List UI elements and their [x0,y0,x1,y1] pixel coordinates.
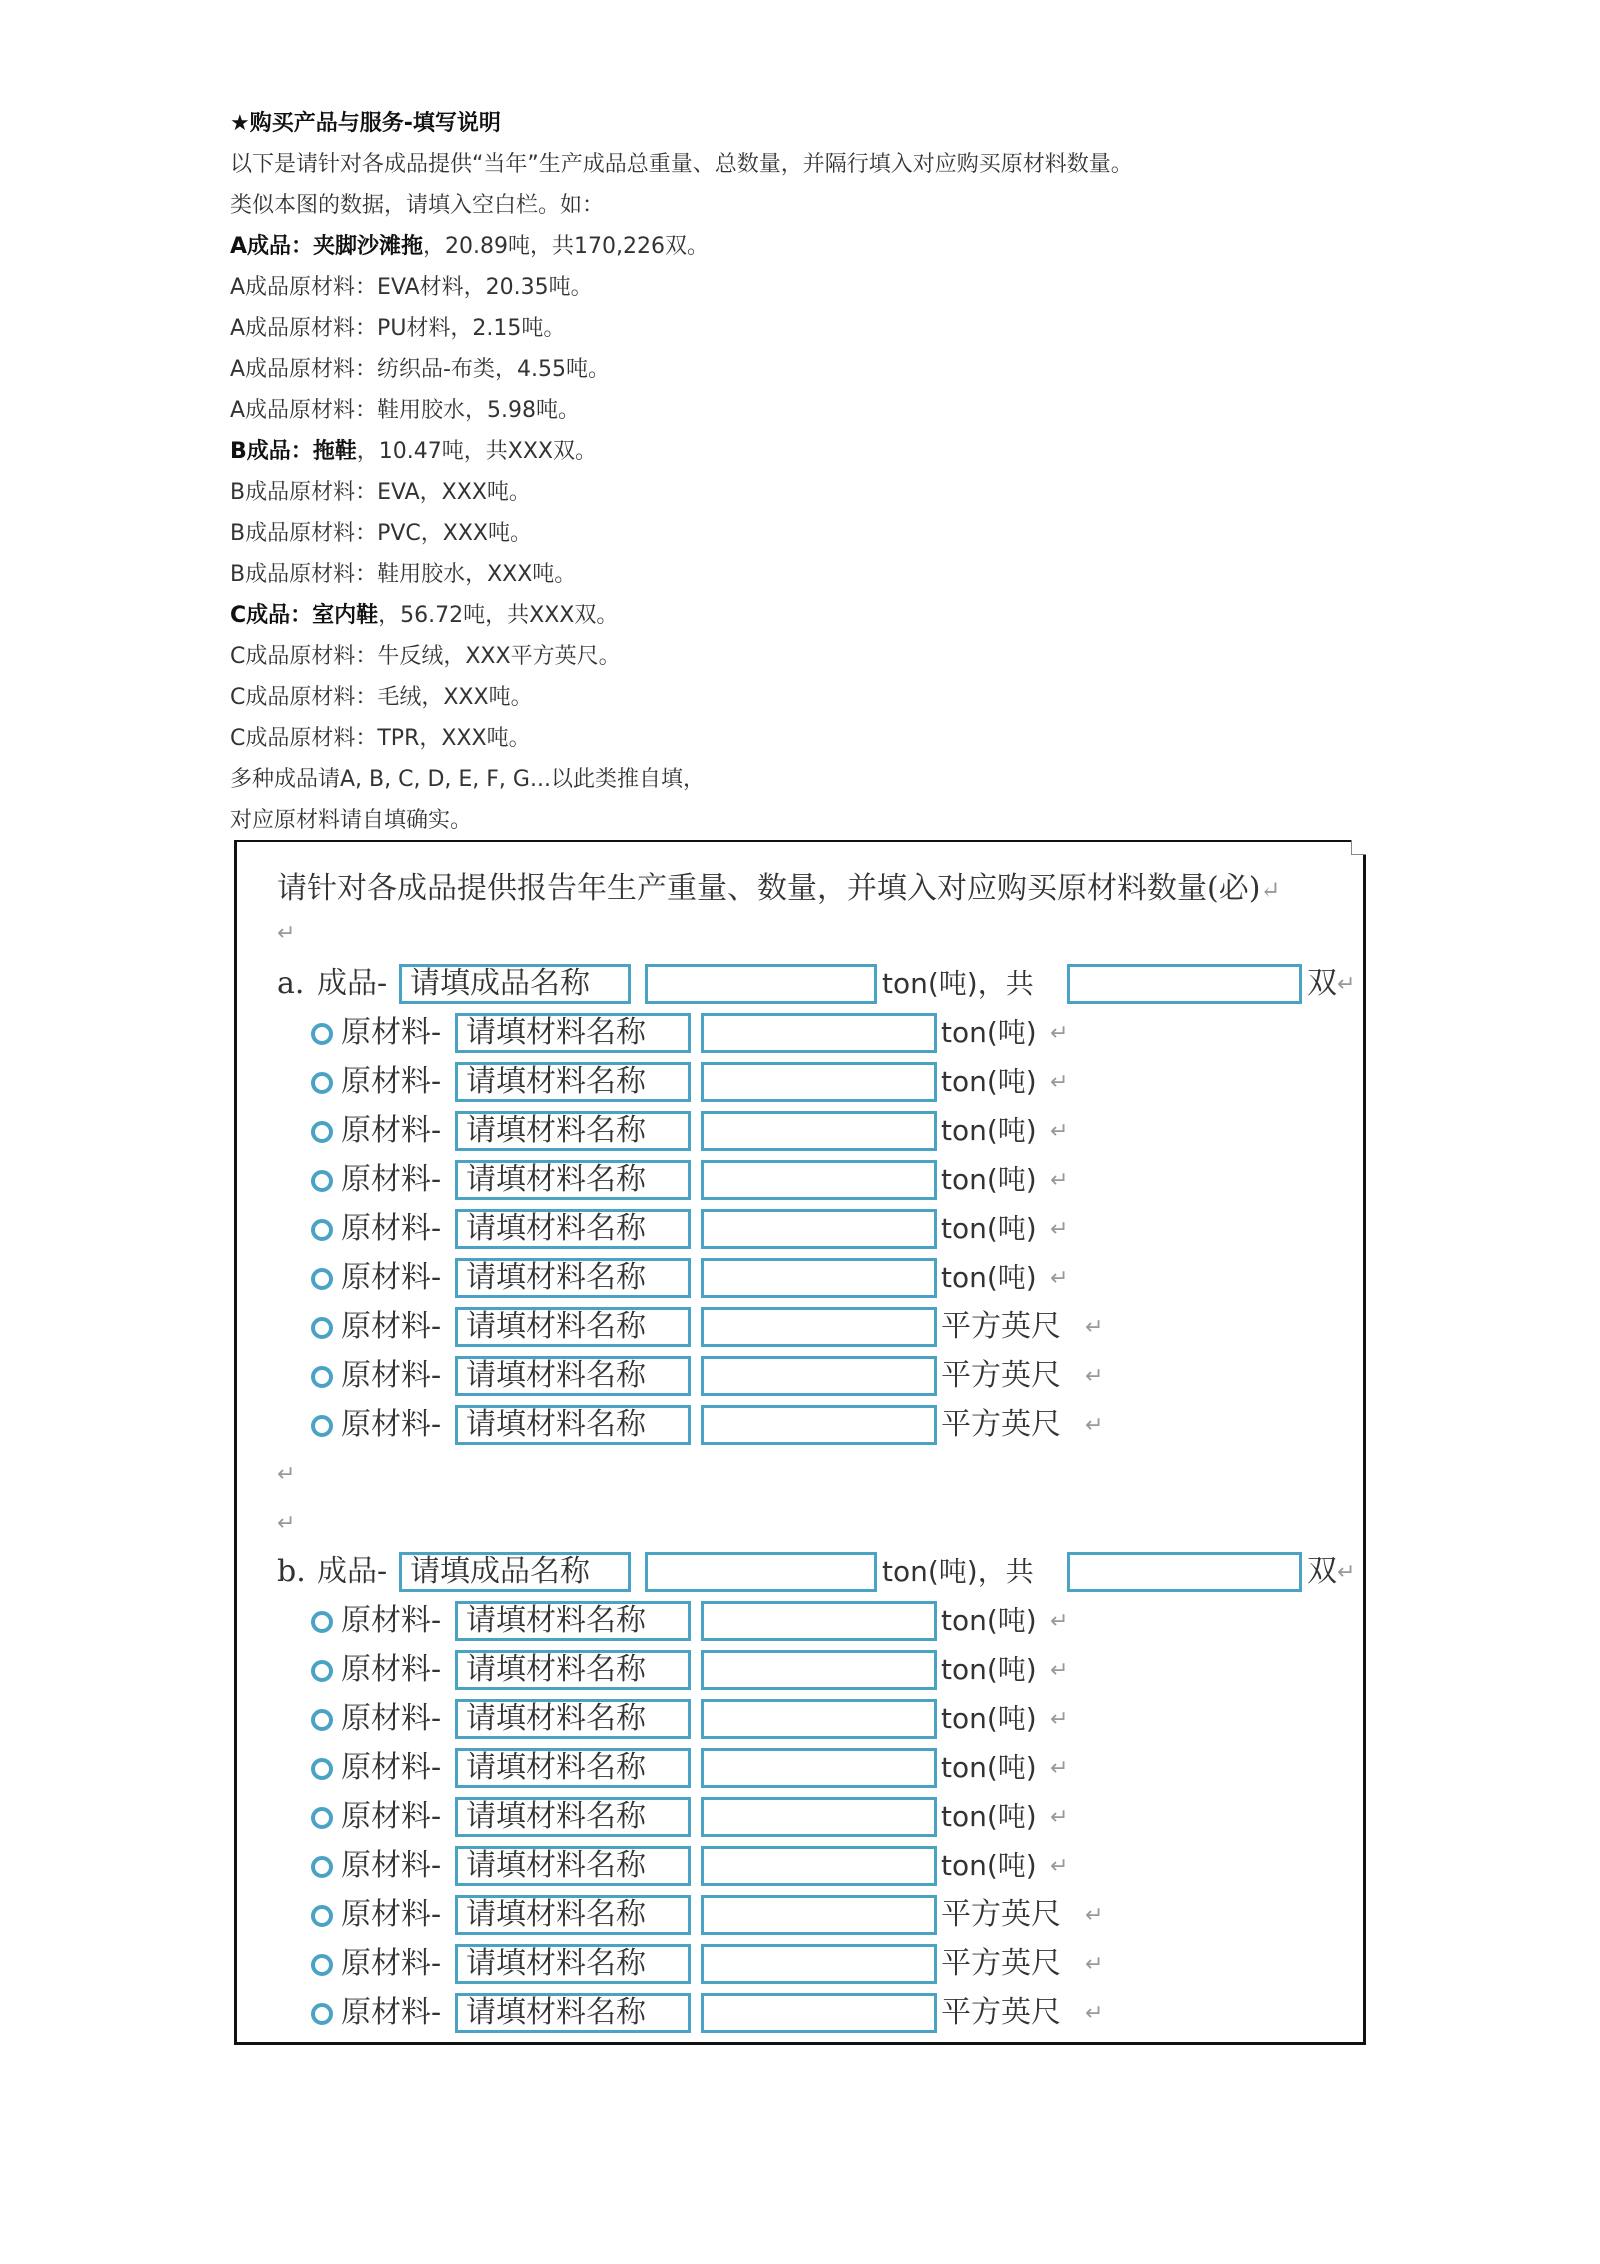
instruction-line [230,800,1380,841]
radio-option[interactable] [311,1268,333,1290]
material-quantity-input[interactable] [701,1993,937,2033]
product-weight-input[interactable] [645,964,877,1004]
material-unit-label: ton(吨) [941,1065,1037,1098]
material-unit-label: ton(吨) [941,1702,1037,1735]
return-mark: ↵ [1050,1707,1069,1732]
return-mark: ↵ [277,921,296,946]
return-mark: ↵ [1050,1658,1069,1683]
return-mark: ↵ [1050,1070,1069,1095]
material-name-input[interactable]: 请填材料名称 [455,1993,691,2033]
material-label: 原材料- [341,1358,442,1393]
product-weight-label: ton(吨)，共 [882,1555,1034,1588]
material-unit-label: 平方英尺 [941,1946,1061,1981]
material-name-input[interactable]: 请填材料名称 [455,1797,691,1837]
instructions [230,103,1380,841]
material-quantity-input[interactable] [701,1895,937,1935]
radio-option[interactable] [311,1856,333,1878]
instruction-text: A成品原材料：EVA材料，20.35吨。 [230,275,593,300]
material-label: 原材料- [341,1701,442,1736]
material-quantity-input[interactable] [701,1258,937,1298]
instructions-lines [230,144,1380,841]
return-mark: ↵ [1050,1805,1069,1830]
product-label: 成品- [317,966,388,1001]
material-name-input[interactable]: 请填材料名称 [455,1944,691,1984]
material-unit-label: ton(吨) [941,1261,1037,1294]
product-label: 成品- [317,1554,388,1589]
material-quantity-input[interactable] [701,1405,937,1445]
material-name-input[interactable]: 请填材料名称 [455,1650,691,1690]
instruction-text: B成品原材料：PVC，XXX吨。 [230,521,532,546]
instruction-text: C成品原材料：牛反绒，XXX平方英尺。 [230,644,621,669]
material-unit-label: ton(吨) [941,1751,1037,1784]
material-name-input[interactable]: 请填材料名称 [455,1013,691,1053]
radio-option[interactable] [311,1415,333,1437]
material-unit-label: ton(吨) [941,1016,1037,1049]
instruction-line [230,636,1380,677]
material-name-input[interactable]: 请填材料名称 [455,1748,691,1788]
radio-option[interactable] [311,1317,333,1339]
material-quantity-input[interactable] [701,1013,937,1053]
material-name-input[interactable]: 请填材料名称 [455,1356,691,1396]
instruction-line [230,513,1380,554]
instruction-text: ，56.72吨，共XXX双。 [378,603,619,628]
return-mark: ↵ [277,1511,296,1536]
material-label: 原材料- [341,1015,442,1050]
product-count-input[interactable] [1067,964,1302,1004]
instruction-line [230,718,1380,759]
material-unit-label: 平方英尺 [941,1995,1061,2030]
instruction-text: C成品原材料：毛绒，XXX吨。 [230,685,533,710]
material-quantity-input[interactable] [701,1209,937,1249]
material-name-input[interactable]: 请填材料名称 [455,1111,691,1151]
radio-option[interactable] [311,1709,333,1731]
instruction-bold: C成品：室内鞋 [230,603,379,628]
material-name-input[interactable]: 请填材料名称 [455,1307,691,1347]
material-label: 原材料- [341,1946,442,1981]
material-label: 原材料- [341,1750,442,1785]
return-mark: ↵ [1085,1952,1104,1977]
material-quantity-input[interactable] [701,1160,937,1200]
material-name-input[interactable]: 请填材料名称 [455,1062,691,1102]
instruction-line [230,185,1380,226]
material-label: 原材料- [341,1113,442,1148]
material-name-input[interactable]: 请填材料名称 [455,1258,691,1298]
material-quantity-input[interactable] [701,1650,937,1690]
instruction-text: ，10.47吨，共XXX双。 [356,439,597,464]
instruction-line [230,267,1380,308]
instruction-text: 类似本图的数据，请填入空白栏。如： [230,193,605,218]
material-label: 原材料- [341,1309,442,1344]
radio-option[interactable] [311,1758,333,1780]
instruction-line [230,677,1380,718]
section-letter: b. [277,1554,306,1589]
material-quantity-input[interactable] [701,1307,937,1347]
radio-option[interactable] [311,1905,333,1927]
radio-option[interactable] [311,1954,333,1976]
return-mark: ↵ [1085,1364,1104,1389]
material-label: 原材料- [341,1848,442,1883]
material-unit-label: ton(吨) [941,1653,1037,1686]
instruction-line [230,308,1380,349]
return-mark: ↵ [1050,1609,1069,1634]
material-quantity-input[interactable] [701,1699,937,1739]
count-unit-label: 双 [1307,1554,1337,1589]
return-mark: ↵ [1050,1756,1069,1781]
material-label: 原材料- [341,1064,442,1099]
material-quantity-input[interactable] [701,1601,937,1641]
material-name-input[interactable]: 请填材料名称 [455,1209,691,1249]
instruction-bold: B成品：拖鞋 [230,439,357,464]
material-quantity-input[interactable] [701,1944,937,1984]
material-quantity-input[interactable] [701,1797,937,1837]
form-panel [234,840,1366,2045]
return-mark: ↵ [1085,1903,1104,1928]
radio-option[interactable] [311,1807,333,1829]
radio-option[interactable] [311,1660,333,1682]
material-unit-label: ton(吨) [941,1800,1037,1833]
material-name-input[interactable]: 请填材料名称 [455,1846,691,1886]
material-unit-label: 平方英尺 [941,1407,1061,1442]
return-mark: ↵ [1050,1266,1069,1291]
instruction-line [230,595,1380,636]
radio-option[interactable] [311,1170,333,1192]
instruction-line [230,431,1380,472]
material-unit-label: ton(吨) [941,1604,1037,1637]
return-mark: ↵ [1337,1560,1356,1585]
instruction-line [230,144,1380,185]
instruction-bold: A成品：夹脚沙滩拖 [230,234,424,259]
instruction-text: A成品原材料：鞋用胶水，5.98吨。 [230,398,581,423]
return-mark: ↵ [1050,1021,1069,1046]
return-mark: ↵ [277,1462,296,1487]
material-name-input[interactable]: 请填材料名称 [455,1699,691,1739]
instruction-text: ，20.89吨，共170,226双。 [423,234,709,259]
radio-option[interactable] [311,2003,333,2025]
material-quantity-input[interactable] [701,1062,937,1102]
instruction-line [230,759,1380,800]
instruction-line [230,554,1380,595]
instruction-line [230,390,1380,431]
return-mark: ↵ [1337,972,1356,997]
material-quantity-input[interactable] [701,1846,937,1886]
material-unit-label: ton(吨) [941,1163,1037,1196]
product-weight-label: ton(吨)，共 [882,967,1034,1000]
material-name-input[interactable]: 请填材料名称 [455,1601,691,1641]
instruction-text: 多种成品请A, B, C, D, E, F, G...以此类推自填， [230,767,705,792]
material-name-input[interactable]: 请填材料名称 [455,1895,691,1935]
material-label: 原材料- [341,1407,442,1442]
instruction-text: B成品原材料：EVA，XXX吨。 [230,480,531,505]
instruction-line [230,226,1380,267]
instruction-text: B成品原材料：鞋用胶水，XXX吨。 [230,562,577,587]
material-quantity-input[interactable] [701,1111,937,1151]
return-mark: ↵ [1050,1119,1069,1144]
material-label: 原材料- [341,1995,442,2030]
section-letter: a. [277,966,305,1001]
product-name-input[interactable]: 请填成品名称 [399,1552,631,1592]
form-header: 请针对各成品提供报告年生产重量、数量，并填入对应购买原材料数量(必)↵ [277,871,1281,906]
material-label: 原材料- [341,1603,442,1638]
material-unit-label: 平方英尺 [941,1358,1061,1393]
material-name-input[interactable]: 请填材料名称 [455,1160,691,1200]
return-mark: ↵ [1050,1217,1069,1242]
material-label: 原材料- [341,1799,442,1834]
material-label: 原材料- [341,1211,442,1246]
material-quantity-input[interactable] [701,1356,937,1396]
instruction-line [230,349,1380,390]
radio-option[interactable] [311,1023,333,1045]
instruction-line [230,472,1380,513]
radio-option[interactable] [311,1219,333,1241]
return-mark: ↵ [1085,1413,1104,1438]
instruction-text: A成品原材料：PU材料，2.15吨。 [230,316,566,341]
radio-option[interactable] [311,1072,333,1094]
radio-option[interactable] [311,1611,333,1633]
radio-option[interactable] [311,1121,333,1143]
instruction-text: 对应原材料请自填确实。 [230,808,473,833]
return-mark: ↵ [1085,1315,1104,1340]
instruction-text: 以下是请针对各成品提供“当年”生产成品总重量、总数量，并隔行填入对应购买原材料数量。 [230,152,1133,177]
corner-marker [1351,840,1366,855]
product-name-input[interactable]: 请填成品名称 [399,964,631,1004]
instructions-title: ★购买产品与服务-填写说明 [230,111,501,136]
product-weight-input[interactable] [645,1552,877,1592]
material-unit-label: 平方英尺 [941,1309,1061,1344]
radio-option[interactable] [311,1366,333,1388]
material-name-input[interactable]: 请填材料名称 [455,1405,691,1445]
material-label: 原材料- [341,1162,442,1197]
material-label: 原材料- [341,1260,442,1295]
instruction-text: C成品原材料：TPR，XXX吨。 [230,726,531,751]
material-unit-label: ton(吨) [941,1212,1037,1245]
count-unit-label: 双 [1307,966,1337,1001]
return-mark: ↵ [1085,2001,1104,2026]
instruction-text: A成品原材料：纺织品-布类，4.55吨。 [230,357,610,382]
material-unit-label: ton(吨) [941,1849,1037,1882]
material-quantity-input[interactable] [701,1748,937,1788]
material-unit-label: ton(吨) [941,1114,1037,1147]
return-mark: ↵ [1050,1168,1069,1193]
product-count-input[interactable] [1067,1552,1302,1592]
material-label: 原材料- [341,1652,442,1687]
return-mark: ↵ [1050,1854,1069,1879]
material-unit-label: 平方英尺 [941,1897,1061,1932]
material-label: 原材料- [341,1897,442,1932]
